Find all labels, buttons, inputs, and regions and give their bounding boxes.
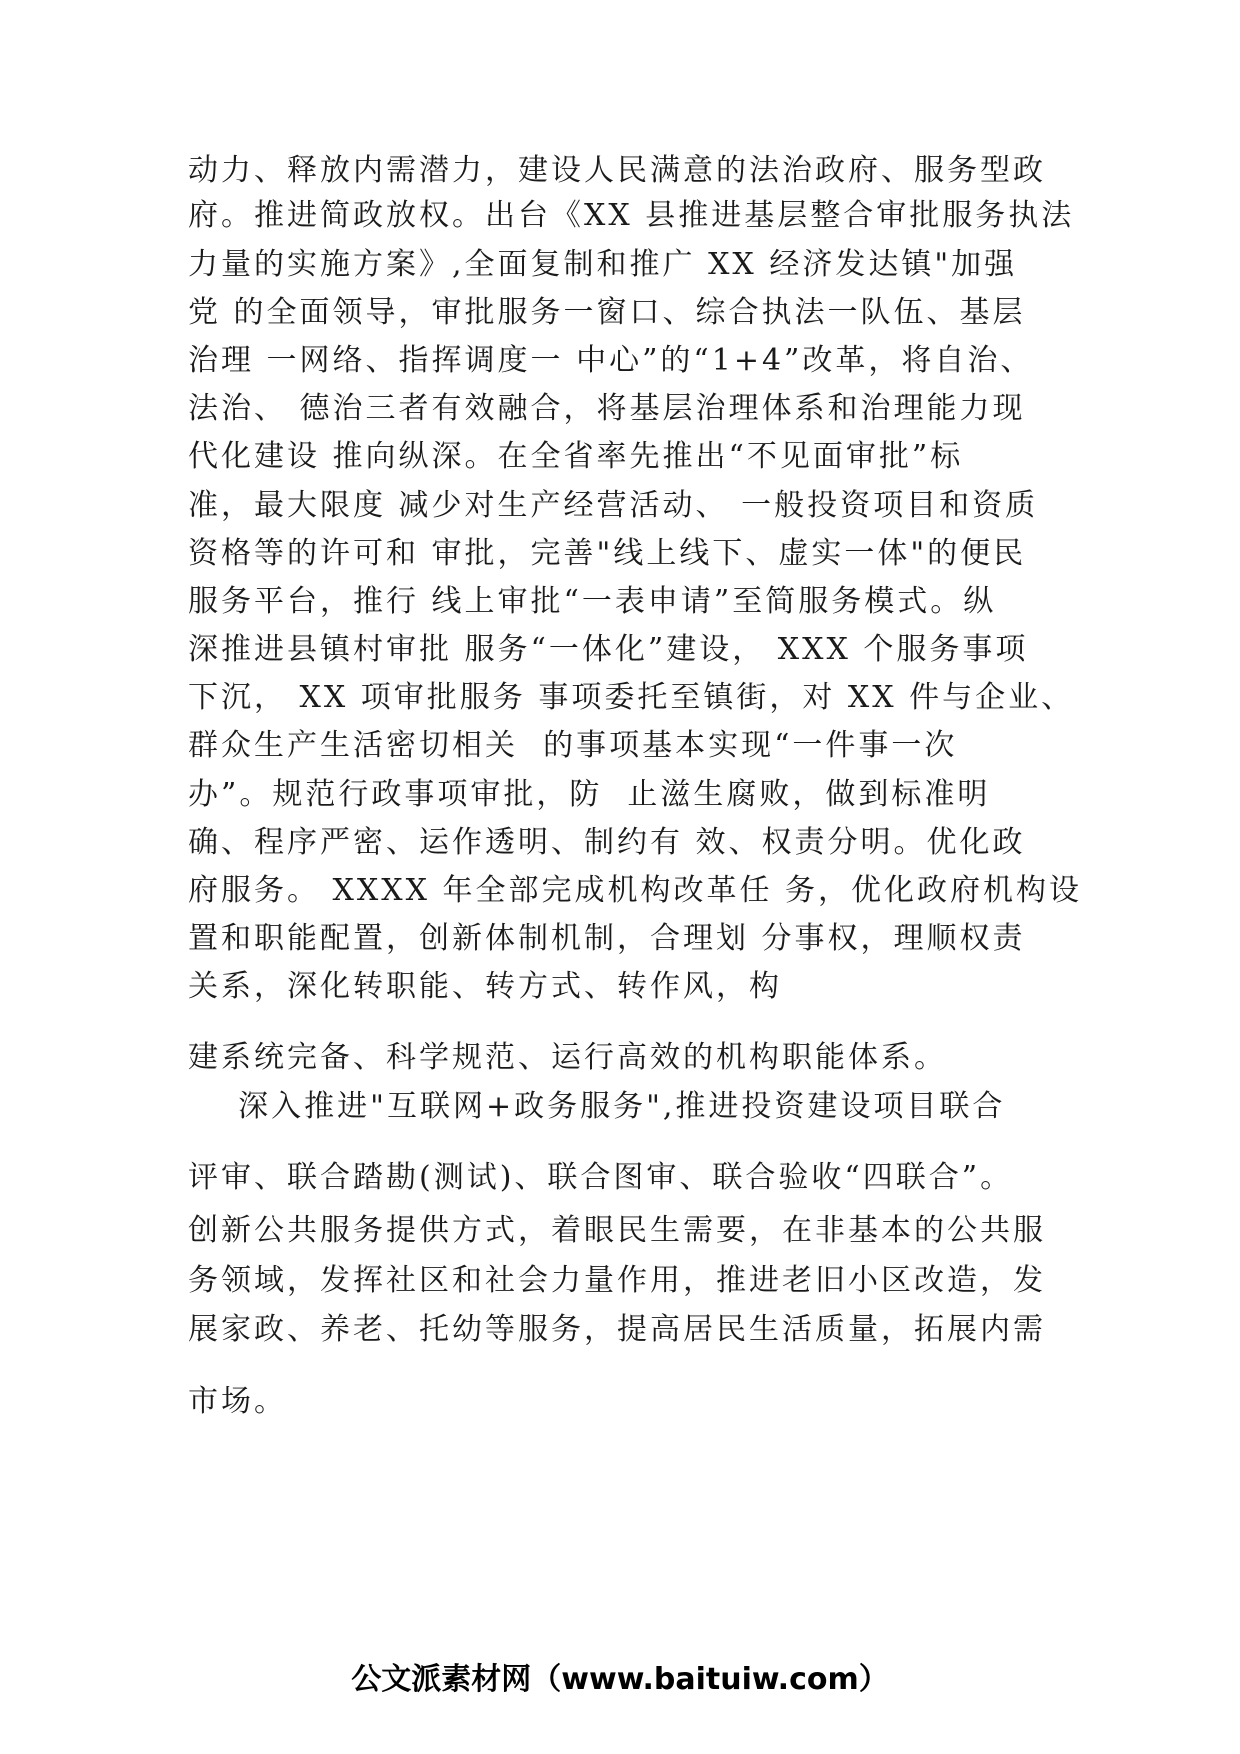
body-text-line: 深入推进"互联网+政务服务",推进投资建设项目联合 — [188, 1089, 1006, 1124]
body-text-line: 代化建设 推向纵深。在全省率先推出“不见面审批”标 — [188, 439, 964, 474]
body-text-line: 办”。规范行政事项审批，防 止滋生腐败，做到标准明 — [188, 777, 991, 812]
body-text-line: 资格等的许可和 审批，完善"线上线下、虚实一体"的便民 — [188, 536, 1027, 571]
body-text-line: 市场。 — [188, 1384, 287, 1419]
body-text-line: 动力、释放内需潜力，建设人民满意的法治政府、服务型政 — [188, 153, 1046, 188]
body-text-line: 治理 一网络、指挥调度一 中心”的“1+4”改革，将自治、 — [188, 343, 1034, 378]
body-text-line: 展家政、养老、托幼等服务，提高居民生活质量，拓展内需 — [188, 1312, 1046, 1347]
body-text-line: 党 的全面领导，审批服务一窗口、综合执法一队伍、基层 — [188, 295, 1026, 330]
body-text-line: 关系，深化转职能、转方式、转作风，构 — [188, 969, 782, 1004]
source-footer: 公文派素材网（www.baituiw.com） — [351, 1662, 889, 1697]
body-text-line: 评审、联合踏勘(测试)、联合图审、联合验收“四联合”。 — [188, 1160, 1014, 1195]
body-text-line: 准，最大限度 减少对生产经营活动、 一般投资项目和资质 — [188, 488, 1039, 523]
body-text-line: 深推进县镇村审批 服务“一体化”建设， XXX 个服务事项 — [188, 632, 1029, 667]
body-text-line: 群众生产生活密切相关 的事项基本实现“一件事一次 — [188, 728, 958, 763]
body-text-line: 法治、 德治三者有效融合，将基层治理体系和治理能力现 — [188, 391, 1026, 426]
body-text-line: 确、程序严密、运作透明、制约有 效、权责分明。优化政 — [188, 825, 1026, 860]
body-text-line: 服务平台，推行 线上审批“一表申请”至简服务模式。纵 — [188, 584, 997, 619]
body-text-line: 创新公共服务提供方式，着眼民生需要，在非基本的公共服 — [188, 1213, 1046, 1248]
body-text-line: 府服务。 XXXX 年全部完成机构改革任 务，优化政府机构设 — [188, 873, 1083, 908]
body-text-line: 下沉， XX 项审批服务 事项委托至镇街，对 XX 件与企业、 — [188, 680, 1075, 715]
body-text-line: 务领域，发挥社区和社会力量作用，推进老旧小区改造，发 — [188, 1263, 1046, 1298]
body-text-line: 力量的实施方案》,全面复制和推广 XX 经济发达镇"加强 — [188, 247, 1018, 282]
body-text-line: 建系统完备、科学规范、运行高效的机构职能体系。 — [188, 1040, 947, 1075]
body-text-line: 置和职能配置，创新体制机制，合理划 分事权，理顺权责 — [188, 921, 1026, 956]
body-text-line: 府。推进简政放权。出台《XX 县推进基层整合审批服务执法 — [188, 198, 1075, 233]
